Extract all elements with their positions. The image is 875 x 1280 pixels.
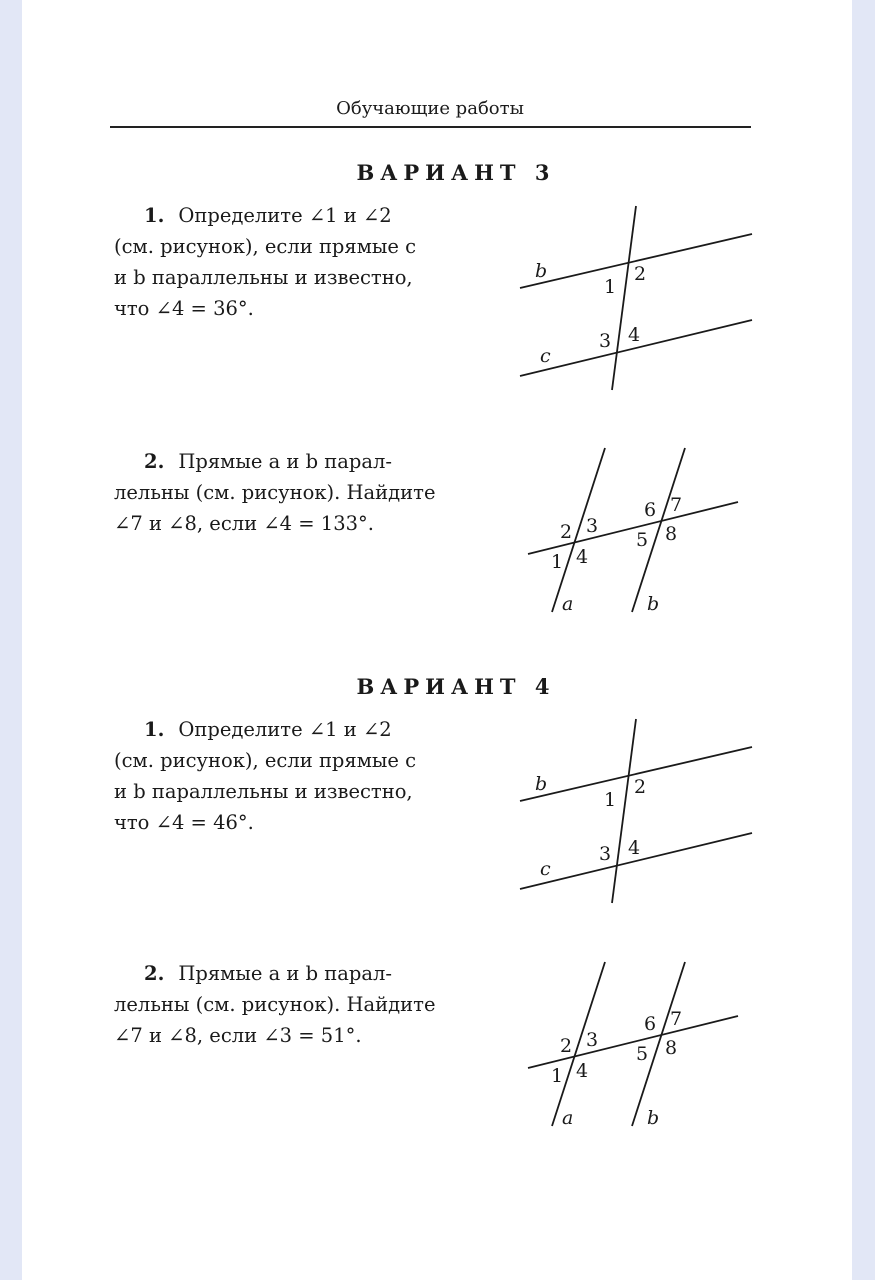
- angle-label: 1: [604, 276, 617, 298]
- problem-line: 1. Определите ∠1 и ∠2: [144, 718, 392, 741]
- angle-label: 6: [644, 499, 657, 521]
- line-label: b: [535, 260, 548, 282]
- figure-transversal: [500, 200, 770, 400]
- angle-label: 3: [599, 330, 612, 352]
- problem-line: (см. рисунок), если прямые c: [114, 235, 417, 258]
- angle-label: 7: [670, 494, 683, 516]
- running-head: Обучающие работы: [336, 98, 524, 119]
- angle-label: 7: [670, 1008, 683, 1030]
- problem-line: 2. Прямые a и b парал-: [144, 450, 392, 473]
- problem-line: и b параллельны и известно,: [114, 780, 413, 803]
- problem-text: [114, 958, 474, 1051]
- angle-label: 5: [636, 529, 649, 551]
- problem-line: ∠7 и ∠8, если ∠3 = 51°.: [114, 1024, 362, 1047]
- problem-line: 1. Определите ∠1 и ∠2: [144, 204, 392, 227]
- angle-label: 5: [636, 1043, 649, 1065]
- angle-label: 3: [586, 515, 599, 537]
- angle-label: 8: [665, 523, 678, 545]
- angle-label: 2: [634, 263, 647, 285]
- line-label: a: [562, 593, 574, 615]
- problem-line: что ∠4 = 36°.: [114, 297, 254, 320]
- problem-line: 2. Прямые a и b парал-: [144, 962, 392, 985]
- problem-number: 1.: [144, 718, 165, 741]
- problem-line: ∠7 и ∠8, если ∠4 = 133°.: [114, 512, 374, 535]
- angle-label: 2: [634, 776, 647, 798]
- problem-number: 1.: [144, 204, 165, 227]
- problem-text: [114, 446, 474, 539]
- angle-label: 4: [628, 837, 641, 859]
- problem-line: (см. рисунок), если прямые c: [114, 749, 417, 772]
- line-label: c: [540, 858, 551, 880]
- angle-label: 2: [560, 521, 573, 543]
- figure-parallels: [520, 954, 760, 1139]
- line-label: b: [647, 593, 660, 615]
- header-rule: [110, 126, 751, 128]
- figure-parallels: [520, 440, 760, 625]
- angle-label: 3: [599, 843, 612, 865]
- angle-label: 2: [560, 1035, 573, 1057]
- angle-label: 8: [665, 1037, 678, 1059]
- problem-text: [114, 200, 474, 324]
- angle-label: 4: [576, 546, 589, 568]
- problem-line: что ∠4 = 46°.: [114, 811, 254, 834]
- angle-label: 4: [628, 324, 641, 346]
- line-label: c: [540, 345, 551, 367]
- variant-title: ВАРИАНТ 4: [356, 674, 556, 699]
- problem-number: 2.: [144, 962, 165, 985]
- line-transversal: [612, 206, 636, 390]
- angle-label: 1: [551, 1065, 564, 1087]
- line-label: a: [562, 1107, 574, 1129]
- angle-label: 3: [586, 1029, 599, 1051]
- angle-label: 6: [644, 1013, 657, 1035]
- line-transversal: [612, 719, 636, 903]
- problem-line: лельны (см. рисунок). Найдите: [114, 481, 436, 504]
- line-label: b: [647, 1107, 660, 1129]
- problem-line: и b параллельны и известно,: [114, 266, 413, 289]
- angle-label: 1: [551, 551, 564, 573]
- angle-label: 1: [604, 789, 617, 811]
- problem-text: [114, 714, 474, 838]
- problem-number: 2.: [144, 450, 165, 473]
- line-label: b: [535, 773, 548, 795]
- angle-label: 4: [576, 1060, 589, 1082]
- figure-transversal: [500, 713, 770, 913]
- problem-line: лельны (см. рисунок). Найдите: [114, 993, 436, 1016]
- variant-title: ВАРИАНТ 3: [356, 160, 556, 185]
